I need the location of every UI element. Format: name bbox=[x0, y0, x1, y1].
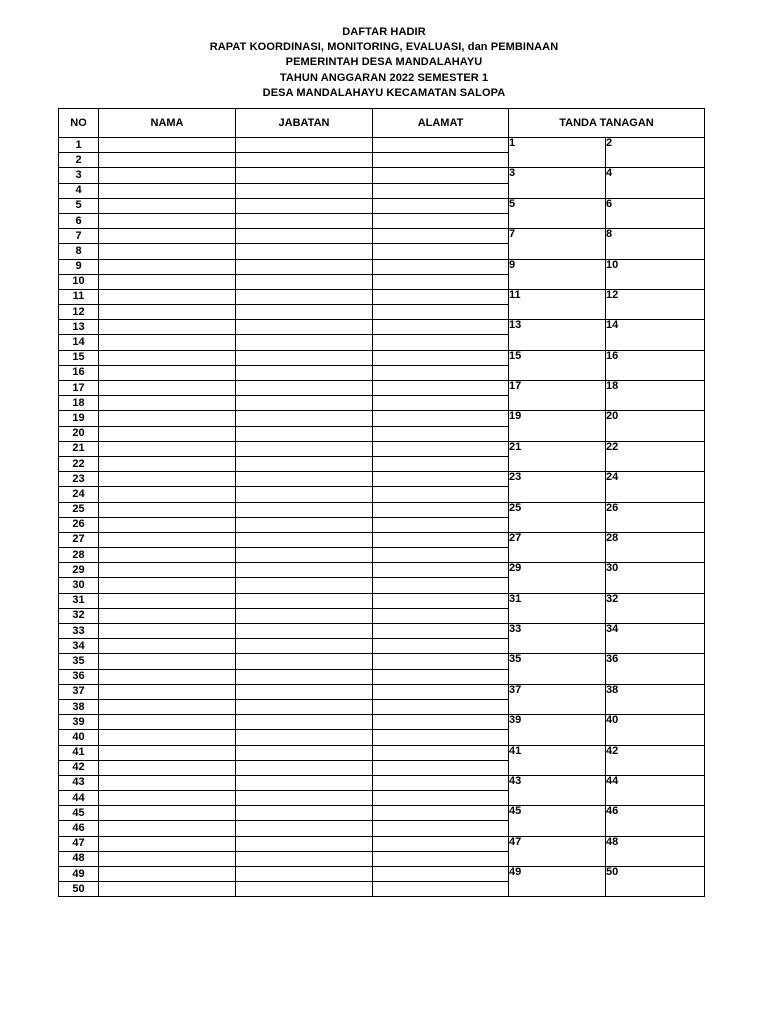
row-number: 32 bbox=[59, 608, 99, 623]
row-number: 30 bbox=[59, 578, 99, 593]
row-number: 24 bbox=[59, 487, 99, 502]
alamat-cell[interactable] bbox=[373, 472, 509, 487]
alamat-cell[interactable] bbox=[373, 411, 509, 426]
signature-cell-left[interactable]: 27 bbox=[509, 532, 606, 562]
row-number: 41 bbox=[59, 745, 99, 760]
table-row bbox=[59, 532, 705, 547]
column-header-tanda-tangan: TANDA TANAGAN bbox=[509, 109, 705, 138]
nama-cell[interactable] bbox=[99, 335, 236, 350]
row-number: 2 bbox=[59, 153, 99, 168]
alamat-cell[interactable] bbox=[373, 624, 509, 639]
signature-cell-left[interactable]: 7 bbox=[509, 229, 606, 259]
alamat-cell[interactable] bbox=[373, 548, 509, 563]
table-row bbox=[59, 836, 705, 851]
row-number: 8 bbox=[59, 244, 99, 259]
nama-cell[interactable] bbox=[99, 138, 236, 153]
nama-cell[interactable] bbox=[99, 381, 236, 396]
alamat-cell[interactable] bbox=[373, 381, 509, 396]
nama-cell[interactable] bbox=[99, 289, 236, 304]
table-row bbox=[59, 502, 705, 517]
jabatan-cell[interactable] bbox=[236, 593, 373, 608]
alamat-cell[interactable] bbox=[373, 259, 509, 274]
jabatan-cell[interactable] bbox=[236, 198, 373, 213]
nama-cell[interactable] bbox=[99, 305, 236, 320]
nama-cell[interactable] bbox=[99, 320, 236, 335]
alamat-cell[interactable] bbox=[373, 669, 509, 684]
alamat-cell[interactable] bbox=[373, 608, 509, 623]
signature-cell-right[interactable]: 28 bbox=[606, 532, 705, 562]
signature-cell-left[interactable]: 23 bbox=[509, 472, 606, 502]
nama-cell[interactable] bbox=[99, 153, 236, 168]
row-number: 22 bbox=[59, 456, 99, 471]
alamat-cell[interactable] bbox=[373, 851, 509, 866]
nama-cell[interactable] bbox=[99, 365, 236, 380]
row-number: 25 bbox=[59, 502, 99, 517]
row-number: 35 bbox=[59, 654, 99, 669]
nama-cell[interactable] bbox=[99, 183, 236, 198]
alamat-cell[interactable] bbox=[373, 821, 509, 836]
nama-cell[interactable] bbox=[99, 396, 236, 411]
row-number: 31 bbox=[59, 593, 99, 608]
nama-cell[interactable] bbox=[99, 791, 236, 806]
nama-cell[interactable] bbox=[99, 654, 236, 669]
nama-cell[interactable] bbox=[99, 578, 236, 593]
row-number: 3 bbox=[59, 168, 99, 183]
jabatan-cell[interactable] bbox=[236, 381, 373, 396]
table-row bbox=[59, 411, 705, 426]
jabatan-cell[interactable] bbox=[236, 229, 373, 244]
signature-cell-left[interactable]: 19 bbox=[509, 411, 606, 441]
nama-cell[interactable] bbox=[99, 760, 236, 775]
signature-cell-left[interactable]: 45 bbox=[509, 806, 606, 836]
signature-cell-right[interactable]: 40 bbox=[606, 715, 705, 745]
jabatan-cell[interactable] bbox=[236, 775, 373, 790]
row-number: 11 bbox=[59, 289, 99, 304]
jabatan-cell[interactable] bbox=[236, 851, 373, 866]
alamat-cell[interactable] bbox=[373, 153, 509, 168]
table-row bbox=[59, 715, 705, 730]
row-number: 6 bbox=[59, 213, 99, 228]
jabatan-cell[interactable] bbox=[236, 821, 373, 836]
row-number: 12 bbox=[59, 305, 99, 320]
jabatan-cell[interactable] bbox=[236, 699, 373, 714]
row-number: 9 bbox=[59, 259, 99, 274]
signature-cell-left[interactable]: 33 bbox=[509, 624, 606, 654]
row-number: 5 bbox=[59, 198, 99, 213]
column-header-no: NO bbox=[59, 109, 99, 138]
signature-cell-left[interactable]: 25 bbox=[509, 502, 606, 532]
alamat-cell[interactable] bbox=[373, 791, 509, 806]
jabatan-cell[interactable] bbox=[236, 882, 373, 897]
signature-cell-right[interactable]: 18 bbox=[606, 381, 705, 411]
nama-cell[interactable] bbox=[99, 867, 236, 882]
nama-cell[interactable] bbox=[99, 624, 236, 639]
jabatan-cell[interactable] bbox=[236, 654, 373, 669]
signature-cell-right[interactable]: 10 bbox=[606, 259, 705, 289]
row-number: 13 bbox=[59, 320, 99, 335]
nama-cell[interactable] bbox=[99, 456, 236, 471]
header-title: DAFTAR HADIR bbox=[342, 26, 426, 38]
table-row bbox=[59, 684, 705, 699]
row-number: 7 bbox=[59, 229, 99, 244]
nama-cell[interactable] bbox=[99, 806, 236, 821]
alamat-cell[interactable] bbox=[373, 274, 509, 289]
column-header-jabatan: JABATAN bbox=[236, 109, 373, 138]
jabatan-cell[interactable] bbox=[236, 259, 373, 274]
nama-cell[interactable] bbox=[99, 411, 236, 426]
signature-cell-left[interactable]: 29 bbox=[509, 563, 606, 593]
alamat-cell[interactable] bbox=[373, 867, 509, 882]
header-fiscal-year: TAHUN ANGGARAN 2022 SEMESTER 1 bbox=[279, 71, 489, 84]
jabatan-cell[interactable] bbox=[236, 320, 373, 335]
nama-cell[interactable] bbox=[99, 593, 236, 608]
nama-cell[interactable] bbox=[99, 441, 236, 456]
signature-cell-right[interactable]: 16 bbox=[606, 350, 705, 380]
jabatan-cell[interactable] bbox=[236, 456, 373, 471]
row-number: 42 bbox=[59, 760, 99, 775]
table-row bbox=[59, 289, 705, 304]
row-number: 17 bbox=[59, 381, 99, 396]
nama-cell[interactable] bbox=[99, 882, 236, 897]
row-number: 16 bbox=[59, 365, 99, 380]
table-row bbox=[59, 472, 705, 487]
nama-cell[interactable] bbox=[99, 198, 236, 213]
alamat-cell[interactable] bbox=[373, 775, 509, 790]
alamat-cell[interactable] bbox=[373, 213, 509, 228]
jabatan-cell[interactable] bbox=[236, 335, 373, 350]
row-number: 44 bbox=[59, 791, 99, 806]
column-header-alamat: ALAMAT bbox=[373, 109, 509, 138]
signature-cell-right[interactable]: 22 bbox=[606, 441, 705, 471]
table-header-row bbox=[59, 109, 705, 138]
jabatan-cell[interactable] bbox=[236, 578, 373, 593]
jabatan-cell[interactable] bbox=[236, 867, 373, 882]
row-number: 39 bbox=[59, 715, 99, 730]
table-row bbox=[59, 806, 705, 821]
signature-cell-right[interactable]: 12 bbox=[606, 289, 705, 319]
alamat-cell[interactable] bbox=[373, 426, 509, 441]
row-number: 45 bbox=[59, 806, 99, 821]
alamat-cell[interactable] bbox=[373, 715, 509, 730]
signature-cell-left[interactable]: 43 bbox=[509, 775, 606, 805]
alamat-cell[interactable] bbox=[373, 730, 509, 745]
signature-cell-left[interactable]: 21 bbox=[509, 441, 606, 471]
signature-cell-left[interactable]: 37 bbox=[509, 684, 606, 714]
table-row bbox=[59, 441, 705, 456]
jabatan-cell[interactable] bbox=[236, 396, 373, 411]
row-number: 46 bbox=[59, 821, 99, 836]
jabatan-cell[interactable] bbox=[236, 244, 373, 259]
jabatan-cell[interactable] bbox=[236, 548, 373, 563]
jabatan-cell[interactable] bbox=[236, 426, 373, 441]
table-row bbox=[59, 654, 705, 669]
row-number: 29 bbox=[59, 563, 99, 578]
row-number: 15 bbox=[59, 350, 99, 365]
nama-cell[interactable] bbox=[99, 259, 236, 274]
attendance-table bbox=[58, 108, 705, 897]
nama-cell[interactable] bbox=[99, 669, 236, 684]
jabatan-cell[interactable] bbox=[236, 502, 373, 517]
jabatan-cell[interactable] bbox=[236, 472, 373, 487]
nama-cell[interactable] bbox=[99, 168, 236, 183]
jabatan-cell[interactable] bbox=[236, 806, 373, 821]
table-row bbox=[59, 381, 705, 396]
nama-cell[interactable] bbox=[99, 517, 236, 532]
nama-cell[interactable] bbox=[99, 715, 236, 730]
jabatan-cell[interactable] bbox=[236, 745, 373, 760]
table-row bbox=[59, 138, 705, 153]
row-number: 19 bbox=[59, 411, 99, 426]
jabatan-cell[interactable] bbox=[236, 153, 373, 168]
row-number: 50 bbox=[59, 882, 99, 897]
nama-cell[interactable] bbox=[99, 229, 236, 244]
alamat-cell[interactable] bbox=[373, 350, 509, 365]
signature-cell-right[interactable]: 8 bbox=[606, 229, 705, 259]
jabatan-cell[interactable] bbox=[236, 365, 373, 380]
document-header bbox=[0, 25, 768, 101]
alamat-cell[interactable] bbox=[373, 806, 509, 821]
nama-cell[interactable] bbox=[99, 699, 236, 714]
signature-cell-left[interactable]: 3 bbox=[509, 168, 606, 198]
alamat-cell[interactable] bbox=[373, 563, 509, 578]
signature-cell-right[interactable]: 14 bbox=[606, 320, 705, 350]
row-number: 20 bbox=[59, 426, 99, 441]
row-number: 10 bbox=[59, 274, 99, 289]
table-row bbox=[59, 593, 705, 608]
row-number: 23 bbox=[59, 472, 99, 487]
jabatan-cell[interactable] bbox=[236, 760, 373, 775]
signature-cell-right[interactable]: 48 bbox=[606, 836, 705, 866]
nama-cell[interactable] bbox=[99, 730, 236, 745]
alamat-cell[interactable] bbox=[373, 578, 509, 593]
header-subtitle: RAPAT KOORDINASI, MONITORING, EVALUASI, dan PEMBINAAN bbox=[209, 41, 559, 54]
signature-cell-right[interactable]: 44 bbox=[606, 775, 705, 805]
jabatan-cell[interactable] bbox=[236, 517, 373, 532]
jabatan-cell[interactable] bbox=[236, 624, 373, 639]
signature-cell-left[interactable]: 41 bbox=[509, 745, 606, 775]
jabatan-cell[interactable] bbox=[236, 669, 373, 684]
nama-cell[interactable] bbox=[99, 274, 236, 289]
signature-cell-left[interactable]: 47 bbox=[509, 836, 606, 866]
header-organization: PEMERINTAH DESA MANDALAHAYU bbox=[285, 56, 483, 69]
jabatan-cell[interactable] bbox=[236, 350, 373, 365]
signature-cell-right[interactable]: 36 bbox=[606, 654, 705, 684]
signature-cell-left[interactable]: 5 bbox=[509, 198, 606, 228]
table-row bbox=[59, 563, 705, 578]
alamat-cell[interactable] bbox=[373, 654, 509, 669]
alamat-cell[interactable] bbox=[373, 305, 509, 320]
alamat-cell[interactable] bbox=[373, 320, 509, 335]
row-number: 38 bbox=[59, 699, 99, 714]
signature-cell-left[interactable]: 35 bbox=[509, 654, 606, 684]
nama-cell[interactable] bbox=[99, 487, 236, 502]
row-number: 18 bbox=[59, 396, 99, 411]
nama-cell[interactable] bbox=[99, 684, 236, 699]
table-row bbox=[59, 320, 705, 335]
signature-cell-right[interactable]: 30 bbox=[606, 563, 705, 593]
jabatan-cell[interactable] bbox=[236, 213, 373, 228]
jabatan-cell[interactable] bbox=[236, 532, 373, 547]
nama-cell[interactable] bbox=[99, 548, 236, 563]
row-number: 27 bbox=[59, 532, 99, 547]
alamat-cell[interactable] bbox=[373, 198, 509, 213]
table-row bbox=[59, 259, 705, 274]
signature-cell-right[interactable]: 42 bbox=[606, 745, 705, 775]
table-row bbox=[59, 775, 705, 790]
nama-cell[interactable] bbox=[99, 244, 236, 259]
alamat-cell[interactable] bbox=[373, 365, 509, 380]
nama-cell[interactable] bbox=[99, 836, 236, 851]
nama-cell[interactable] bbox=[99, 775, 236, 790]
jabatan-cell[interactable] bbox=[236, 411, 373, 426]
signature-cell-right[interactable]: 26 bbox=[606, 502, 705, 532]
row-number: 1 bbox=[59, 138, 99, 153]
row-number: 4 bbox=[59, 183, 99, 198]
signature-cell-left[interactable]: 13 bbox=[509, 320, 606, 350]
jabatan-cell[interactable] bbox=[236, 563, 373, 578]
alamat-cell[interactable] bbox=[373, 456, 509, 471]
nama-cell[interactable] bbox=[99, 821, 236, 836]
header-location: DESA MANDALAHAYU KECAMATAN SALOPA bbox=[262, 86, 506, 99]
signature-cell-right[interactable]: 4 bbox=[606, 168, 705, 198]
alamat-cell[interactable] bbox=[373, 441, 509, 456]
jabatan-cell[interactable] bbox=[236, 168, 373, 183]
jabatan-cell[interactable] bbox=[236, 441, 373, 456]
alamat-cell[interactable] bbox=[373, 487, 509, 502]
nama-cell[interactable] bbox=[99, 639, 236, 654]
alamat-cell[interactable] bbox=[373, 882, 509, 897]
alamat-cell[interactable] bbox=[373, 760, 509, 775]
jabatan-cell[interactable] bbox=[236, 791, 373, 806]
row-number: 21 bbox=[59, 441, 99, 456]
alamat-cell[interactable] bbox=[373, 183, 509, 198]
nama-cell[interactable] bbox=[99, 213, 236, 228]
jabatan-cell[interactable] bbox=[236, 274, 373, 289]
table-body bbox=[59, 138, 705, 897]
nama-cell[interactable] bbox=[99, 426, 236, 441]
alamat-cell[interactable] bbox=[373, 593, 509, 608]
signature-cell-right[interactable]: 32 bbox=[606, 593, 705, 623]
nama-cell[interactable] bbox=[99, 563, 236, 578]
jabatan-cell[interactable] bbox=[236, 715, 373, 730]
nama-cell[interactable] bbox=[99, 502, 236, 517]
signature-cell-right[interactable]: 2 bbox=[606, 138, 705, 168]
table-row bbox=[59, 229, 705, 244]
alamat-cell[interactable] bbox=[373, 168, 509, 183]
nama-cell[interactable] bbox=[99, 851, 236, 866]
alamat-cell[interactable] bbox=[373, 244, 509, 259]
alamat-cell[interactable] bbox=[373, 517, 509, 532]
jabatan-cell[interactable] bbox=[236, 487, 373, 502]
jabatan-cell[interactable] bbox=[236, 183, 373, 198]
signature-cell-left[interactable]: 9 bbox=[509, 259, 606, 289]
row-number: 37 bbox=[59, 684, 99, 699]
row-number: 33 bbox=[59, 624, 99, 639]
nama-cell[interactable] bbox=[99, 608, 236, 623]
jabatan-cell[interactable] bbox=[236, 836, 373, 851]
signature-cell-left[interactable]: 15 bbox=[509, 350, 606, 380]
signature-cell-right[interactable]: 50 bbox=[606, 867, 705, 897]
row-number: 47 bbox=[59, 836, 99, 851]
alamat-cell[interactable] bbox=[373, 289, 509, 304]
jabatan-cell[interactable] bbox=[236, 684, 373, 699]
alamat-cell[interactable] bbox=[373, 532, 509, 547]
column-header-nama: NAMA bbox=[99, 109, 236, 138]
row-number: 43 bbox=[59, 775, 99, 790]
alamat-cell[interactable] bbox=[373, 396, 509, 411]
row-number: 26 bbox=[59, 517, 99, 532]
signature-cell-left[interactable]: 1 bbox=[509, 138, 606, 168]
nama-cell[interactable] bbox=[99, 745, 236, 760]
row-number: 28 bbox=[59, 548, 99, 563]
jabatan-cell[interactable] bbox=[236, 289, 373, 304]
jabatan-cell[interactable] bbox=[236, 305, 373, 320]
alamat-cell[interactable] bbox=[373, 335, 509, 350]
nama-cell[interactable] bbox=[99, 532, 236, 547]
row-number: 34 bbox=[59, 639, 99, 654]
signature-cell-left[interactable]: 31 bbox=[509, 593, 606, 623]
signature-cell-left[interactable]: 11 bbox=[509, 289, 606, 319]
nama-cell[interactable] bbox=[99, 472, 236, 487]
table-row bbox=[59, 350, 705, 365]
alamat-cell[interactable] bbox=[373, 229, 509, 244]
alamat-cell[interactable] bbox=[373, 138, 509, 153]
alamat-cell[interactable] bbox=[373, 639, 509, 654]
signature-cell-right[interactable]: 20 bbox=[606, 411, 705, 441]
alamat-cell[interactable] bbox=[373, 684, 509, 699]
jabatan-cell[interactable] bbox=[236, 639, 373, 654]
alamat-cell[interactable] bbox=[373, 502, 509, 517]
signature-cell-right[interactable]: 38 bbox=[606, 684, 705, 714]
row-number: 36 bbox=[59, 669, 99, 684]
table-row bbox=[59, 198, 705, 213]
row-number: 14 bbox=[59, 335, 99, 350]
signature-cell-left[interactable]: 49 bbox=[509, 867, 606, 897]
alamat-cell[interactable] bbox=[373, 699, 509, 714]
signature-cell-left[interactable]: 17 bbox=[509, 381, 606, 411]
table-row bbox=[59, 745, 705, 760]
signature-cell-right[interactable]: 6 bbox=[606, 198, 705, 228]
row-number: 49 bbox=[59, 867, 99, 882]
table-row bbox=[59, 168, 705, 183]
jabatan-cell[interactable] bbox=[236, 138, 373, 153]
alamat-cell[interactable] bbox=[373, 745, 509, 760]
table-row bbox=[59, 867, 705, 882]
signature-cell-left[interactable]: 39 bbox=[509, 715, 606, 745]
signature-cell-right[interactable]: 46 bbox=[606, 806, 705, 836]
nama-cell[interactable] bbox=[99, 350, 236, 365]
table-row bbox=[59, 624, 705, 639]
jabatan-cell[interactable] bbox=[236, 608, 373, 623]
row-number: 40 bbox=[59, 730, 99, 745]
alamat-cell[interactable] bbox=[373, 836, 509, 851]
signature-cell-right[interactable]: 34 bbox=[606, 624, 705, 654]
signature-cell-right[interactable]: 24 bbox=[606, 472, 705, 502]
jabatan-cell[interactable] bbox=[236, 730, 373, 745]
row-number: 48 bbox=[59, 851, 99, 866]
